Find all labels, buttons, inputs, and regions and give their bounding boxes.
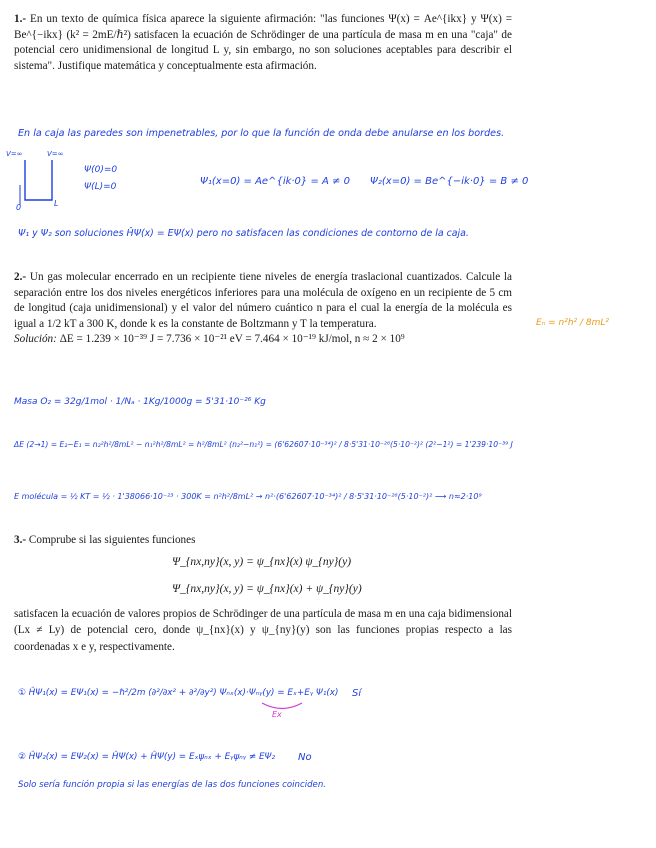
hw1-box-L: L [54,199,59,208]
hw3-item2-note: Solo sería función propia si las energías de las dos funciones coinciden. [18,780,326,790]
hw3-item2: ② ĤΨ₂(x) = EΨ₂(x) = ĤΨ(x) + ĤΨ(y) = Eₓψₙₓ + Eᵧψₙᵧ ≠ EΨ₂ [18,752,276,762]
problem-3-text: satisfacen la ecuación de valores propios de Schrödinger de una partícula de masa m en una caja bidimensional (Lx ≠ Ly) de potencial cero, donde ψ_{nx}(x) y ψ_{ny}(y) son las funciones propias respecto a las coordenadas x e y, respectivamente. [14,608,512,653]
hw3-item1: ① ĤΨ₁(x) = EΨ₁(x) = −ℏ²/2m (∂²/∂x² + ∂²/∂y²) Ψₙₓ(x)·Ψₙᵧ(y) = Eₓ+Eᵧ Ψ₁(x) [18,688,339,698]
hw2-ekin: E molécula = ½ KT = ½ · 1'38066·10⁻²³ · 300K = n²h²/8mL² → n²·(6'62607·10⁻³⁴)² / 8·5'31·10⁻²⁶(5·10⁻²)² ⟶ n≈2·10⁹ [14,492,482,501]
problem-3-number: 3.- [14,534,27,546]
hw2-mass: Masa O₂ = 32g/1mol · 1/Nₐ · 1Kg/1000g = 5'31·10⁻²⁶ Kg [14,397,266,407]
hw3-item1-check: Sí [352,688,362,699]
hw2-side-formula: Eₙ = n²h² / 8mL² [536,318,610,328]
problem-2-solution: ΔE = 1.239 × 10⁻³⁹ J = 7.736 × 10⁻²¹ eV = 7.464 × 10⁻¹⁹ kJ/mol, n ≈ 2 × 10⁹ [59,333,405,346]
hw1-cond2: Ψ(L)=0 [84,182,117,192]
hw2-delta: ΔE (2→1) = E₂−E₁ = n₂²h²/8mL² − n₁²h²/8mL² = h²/8mL² (n₂²−n₁²) = (6'62607·10⁻³⁴)² / 8·5'31·10⁻²⁶(5·10⁻²)² (2²−1²) = 1'239·10⁻³⁹ J [14,440,513,449]
hw1-cond1: Ψ(0)=0 [84,165,118,175]
problem-3-eq-b: Ψ_{nx,ny}(x, y) = ψ_{nx}(x) + ψ_{ny}(y) [172,583,362,595]
problem-2-text: Un gas molecular encerrado en un recipiente tiene niveles de energía traslacional cuantizados. Calcule la separación entre los dos niveles energéticos inferiores para una molécula de oxígeno en un recipiente de 5 cm de longitud (caja unidimensional) y el valor del número cuántico n para el cual la energía de la molécula es igual a 1/2 kT a 300 K, donde k es la constante de Boltzmann y T la temperatura. [14,271,513,330]
hw1-box-zero: 0 [16,203,22,212]
problem-2-solution-label: Solución: [14,333,57,346]
hw1-eq1: Ψ₁(x=0) = Ae^{ik·0} = A ≠ 0 [200,176,350,187]
hw1-eq2: Ψ₂(x=0) = Be^{−ik·0} = B ≠ 0 [370,176,529,187]
hw1-box-right-label: V=∞ [47,150,64,158]
problem-3-eq-a: Ψ_{nx,ny}(x, y) = ψ_{nx}(x) ψ_{ny}(y) [172,556,352,568]
hw1-box-left-label: V=∞ [6,150,23,158]
hw1-line2: Ψ₁ y Ψ₂ son soluciones ĤΨ(x) = EΨ(x) pero no satisfacen las condiciones de contorno de la caja. [18,228,469,239]
problem-2-number: 2.- [14,271,27,283]
hw3-item2-check: No [298,752,312,763]
problem-1-number: 1.- [14,13,27,25]
problem-3-intro-text: Comprube si las siguientes funciones [28,534,196,546]
hw1-line1: En la caja las paredes son impenetrables, por lo que la función de onda debe anularse en los bordes. [18,128,505,139]
hw3-item1-under: Ex [272,710,282,719]
problem-1-text: En un texto de química física aparece la siguiente afirmación: "las funciones Ψ(x) = Ae^{ikx} y Ψ(x) = Be^{−ikx} (k² = 2mE/ℏ²) satisfacen la ecuación de Schrödinger de una partícula de masa m en una "caja" de potencial cero unidimensional de longitud L y, sin embargo, no son soluciones aceptables para describir el sistema". Justifique matemática y conceptualmente esta afirmación. [14,13,513,72]
